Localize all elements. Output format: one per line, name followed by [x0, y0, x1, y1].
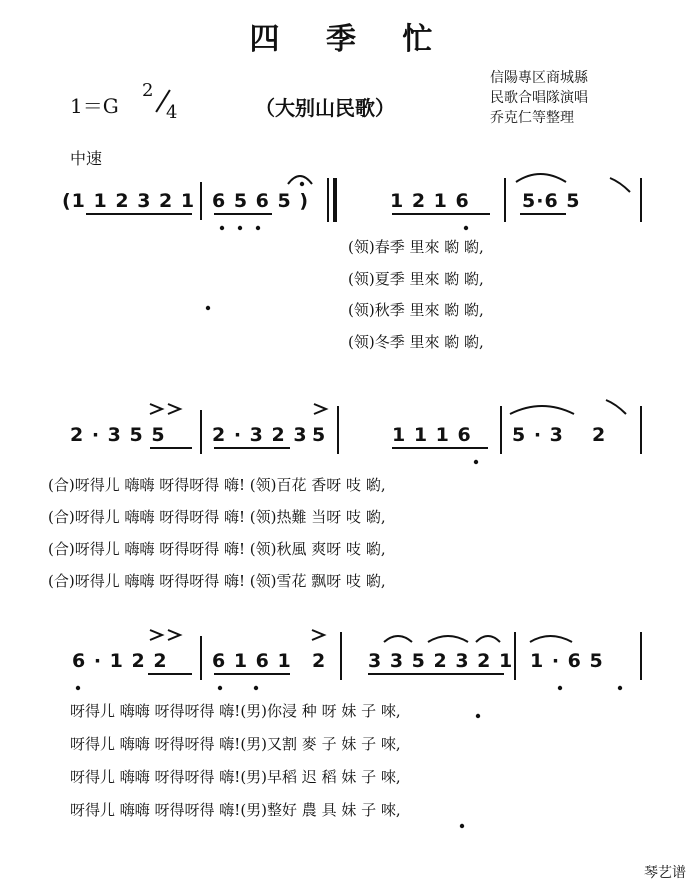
credit-line: 民歌合唱隊演唱 — [490, 90, 588, 106]
slur — [606, 400, 626, 414]
octave-dot — [206, 306, 210, 310]
octave-dot — [300, 182, 304, 186]
notes-s2-m4b: 2 — [592, 424, 607, 446]
octave-dot — [76, 686, 80, 690]
key-signature: 1＝G — [70, 94, 119, 118]
lyric-line: (合)呀得儿 嗨嗨 呀得呀得 嗨! (领)百花 香呀 吱 喲, — [48, 476, 386, 494]
lyric-line: (合)呀得儿 嗨嗨 呀得呀得 嗨! (领)雪花 飘呀 吱 喲, — [48, 572, 386, 590]
octave-dot — [254, 686, 258, 690]
lyric-line: 呀得儿 嗨嗨 呀得呀得 嗨!(男)又割 麥 子 妹 子 唻, — [70, 735, 401, 753]
octave-dot — [218, 686, 222, 690]
meter-denominator: 4 — [166, 102, 178, 123]
slur — [384, 636, 412, 642]
notes-s1-m2: 5·6 5 — [522, 190, 581, 212]
octave-dot — [220, 226, 224, 230]
notes-intro-2: 6 5 6 5 ) — [212, 190, 310, 212]
accent-mark — [150, 404, 162, 414]
octave-dot — [474, 460, 478, 464]
notes-s3-m2: 6 1 6 1 — [212, 650, 292, 672]
slur — [610, 178, 630, 192]
lyric-line: (领)夏季 里來 喲 喲, — [348, 270, 484, 288]
octave-dot — [238, 226, 242, 230]
notes-s3-m1: 6 · 1 2 2 — [72, 650, 168, 672]
accent-mark — [168, 404, 180, 414]
lyric-line: 呀得儿 嗨嗨 呀得呀得 嗨!(男)整好 農 具 妹 子 唻, — [70, 801, 401, 819]
lyric-line: (合)呀得儿 嗨嗨 呀得呀得 嗨! (领)秋風 爽呀 吱 喲, — [48, 540, 386, 558]
notes-s1-m1: 1 2 1 6 — [390, 190, 470, 212]
song-title: 四 季 忙 — [249, 22, 451, 57]
accent-mark — [314, 404, 326, 414]
song-subtitle: （大别山民歌） — [255, 96, 395, 120]
lyric-line: (合)呀得儿 嗨嗨 呀得呀得 嗨! (领)热難 当呀 吱 喲, — [48, 508, 386, 526]
octave-dot — [618, 686, 622, 690]
notes-intro-1: (1 1 2 3 2 1 — [62, 190, 196, 212]
meter-numerator: 2 — [142, 80, 154, 101]
octave-dot — [476, 714, 480, 718]
octave-dot — [464, 226, 468, 230]
slur — [510, 406, 574, 414]
credit-line: 信陽專区商城縣 — [490, 70, 588, 86]
fermata — [288, 176, 312, 184]
notes-s3-m2b: 2 — [312, 650, 327, 672]
notes-s2-m2b: 5 — [312, 424, 327, 446]
slur — [530, 636, 572, 642]
notes-s2-m1: 2 · 3 5 5 — [70, 424, 166, 446]
notes-s3-m4: 1 · 6 5 — [530, 650, 604, 672]
slur — [428, 636, 468, 642]
lyric-line: (领)冬季 里來 喲 喲, — [348, 333, 484, 351]
octave-dot — [256, 226, 260, 230]
notes-s2-m2: 2 · 3 2 3 — [212, 424, 308, 446]
octave-dot — [558, 686, 562, 690]
lyric-line: (领)秋季 里來 喲 喲, — [348, 301, 484, 319]
notes-s2-m4: 5 · 3 — [512, 424, 564, 446]
lyric-line: (领)春季 里來 喲 喲, — [348, 238, 484, 256]
slur — [476, 636, 500, 642]
notes-s2-m3: 1 1 1 6 — [392, 424, 472, 446]
tempo-marking: 中速 — [70, 149, 103, 168]
accent-mark — [150, 630, 162, 640]
notes-s3-m3: 3 3 5 2 3 2 1 — [368, 650, 514, 672]
credit-line: 乔克仁等整理 — [490, 110, 574, 126]
octave-dot — [460, 824, 464, 828]
site-logo: 琴艺谱 — [644, 865, 686, 881]
accent-mark — [312, 630, 324, 640]
lyric-line: 呀得儿 嗨嗨 呀得呀得 嗨!(男)你浸 种 呀 妹 子 唻, — [70, 702, 401, 720]
lyric-line: 呀得儿 嗨嗨 呀得呀得 嗨!(男)早稻 迟 稻 妹 子 唻, — [70, 768, 401, 786]
accent-mark — [168, 630, 180, 640]
slur — [516, 174, 566, 182]
